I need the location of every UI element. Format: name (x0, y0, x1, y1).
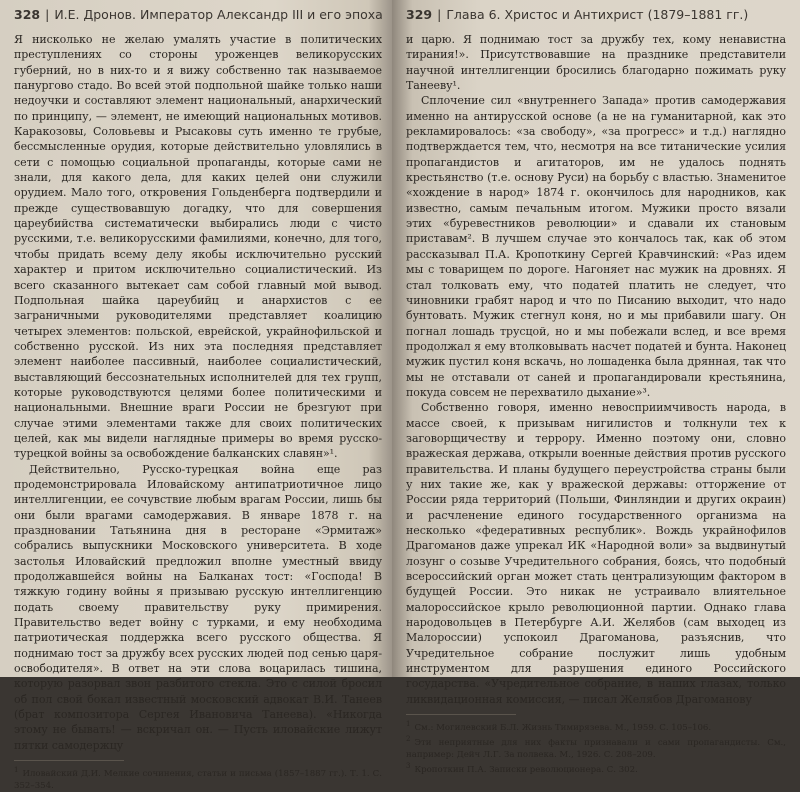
right-running-title: Глава 6. Христос и Антихрист (1879–1881 гг.) (446, 7, 749, 22)
right-footnote: $^2$ Эти неприятные для них факты признавали и сами пропагандисты. См., например: Дейч Л.Г. За полвека. М., 1926. С. 208–209. (406, 735, 786, 760)
left-footnote-rule (14, 760, 124, 761)
right-page-number: 329 (406, 7, 433, 22)
left-running-title: И.Е. Дронов. Император Александр III и его эпоха (54, 7, 383, 22)
right-paragraph: Собственно говоря, именно невосприимчивость народа, в массе своей, к призывам нигилистов и толкнули тех к заговорщичеству и террору. Именно поэтому они, словно вражеская держава, открыли военные действия против русского правительства. И планы будущего переустройства страны были у них такие же, как у вражеской державы: отторжение от России ряда территорий (Польши, Финляндии и других окраин) и расчленение единого государственного организма на несколько «федеративных республик». Вождь украйнофилов Драгоманов даже упрекал ИК «Народной воли» за выдвинутый лозунг о созыве Учредительного собрания, боясь, что подобный всероссийский орган может стать централизующим фактором в будущей России. Это никак не устраивало влиятельное малороссийское крыло революционной партии. Однако глава народовольцев в Петербурге А.И. Желябов (сам выходец из Малороссии) успокоил Драгоманова, разъяснив, что Учредительное собрание послужит лишь удобным инструментом для разрушения единого Российского государства. «Учредительное собрание, в наших глазах, только ликвидационная комиссия, — писал Желябов Драгоманову (406, 401, 786, 706)
right-footnote: $^3$ Кропоткин П.А. Записки революционера. С. 302. (406, 762, 638, 776)
left-page (0, 0, 392, 791)
right-running-head: 329 | Глава 6. Христос и Антихрист (1879–1881 гг.) (406, 7, 749, 22)
left-body-text (14, 32, 382, 753)
right-paragraph: и царю. Я поднимаю тост за дружбу тех, кому ненавистна тирания!». Присутствовавшие на празднике представители научной интеллигенции бросились благодарно пожимать руку Танееву¹. (406, 33, 786, 93)
left-paragraph: Я нисколько не желаю умалять участие в политических преступлениях со стороны уроженцев великорусских губерний, но в них-то и я вижу собственно так называемое панургово стадо. Во всей этой подпольной шайке только наши недоучки и составляют элемент национальный, анархический по принципу, — элемент, не имеющий национальных мотивов. Каракозовы, Соловьевы и Рысаковы суть именно те грубые, бессмысленные орудия, которые действительно уловлялись в сети с помощью социальной пропаганды, которые сами не знали, для какого дела, для каких целей они служили орудием. Мало того, откровения Гольденберга подтвердили и прежде существовавшую догадку, что для совершения цареубийства систематически выбирались люди с чисто русскими, т.е. великорусскими фамилиями, конечно, для того, чтобы придать всему делу якобы исключительно русский характер и притом исключительно социалистический. Из всего сказанного вытекает сам собой главный мой вывод. Подпольная шайка цареубийц и анархистов с ее заграничными руководителями представляет коалицию четырех элементов: польской, еврейской, украйнофильской и собственно русской. Из них эта последняя представляет элемент наиболее пассивный, наиболее социалистический, выставляющий бессознательных исполнителей для тех групп, которые руководствуются целями более политическими и национальными. Внешние враги России не брезгуют при случае этими элементами также для своих политических целей, как мы видели наглядные примеры во время русско-турецкой войны за освобождение балканских славян»¹. (14, 33, 382, 461)
left-paragraph: Действительно, Русско-турецкая война еще раз продемонстрировала Иловайскому антипатриотичное лицо интеллигенции, ее сочувствие любым врагам России, лишь бы они были врагами самодержавия. В январе 1878 г. на праздновании Татьянина дня в ресторане «Эрмитаж» собрались выпускники Московского университета. В ходе застолья Иловайский предложил вполне уместный ввиду продолжавшейся войны на Балканах тост: «Господа! В тяжкую годину войны я призываю русскую интеллигенцию подать своему правительству руку примирения. Правительство ведет войну с турками, и ему необходима патриотическая поддержка всего русского общества. Я поднимаю тост за дружбу всех русских людей под сенью царя-освободителя». В ответ на эти слова воцарилась тишина, которую разорвал звон разбитого стекла. Это с силой бросил об пол свой бокал известный московский адвокат В.И. Танеев (брат композитора Сергея Ивановича Танеева). «Никогда этому не бывать! — вскричал он. — Пусть иловайские лижут пятки самодержцу (14, 462, 382, 752)
right-footnote: $^1$ См.: Могилевский Б.Л. Жизнь Тимирязева. М., 1959. С. 105–106. (406, 720, 712, 733)
right-paragraph: Сплочение сил «внутреннего Запада» против самодержавия именно на антирусской основе (а не на гуманитарной, как это рекламировалось: «за свободу», «за прогресс» и т.д.) наглядно подтверждается тем, что, несмотря на все титанические усилия пропагандистов и агитаторов, им не удалось поднять крестьянство (т.е. основу Руси) на борьбу с властью. Знаменитое «хождение в народ» 1874 г. окончилось для народников, как известно, самым печальным итогом. Мужики просто вязали этих «буревестников революции» и сдавали их становым приставам². В лучшем случае это кончалось так, как об этом рассказывал П.А. Кропоткину Сергей Кравчинский: «Раз идем мы с товарищем по дороге. Нагоняет нас мужик на дровнях. Я стал толковать ему, что податей платить не следует, что чиновники грабят народ и что по Писанию выходит, что надо бунтовать. Мужик стегнул коня, но и мы прибавили шагу. Он погнал лошадь трусцой, но и мы побежали вслед, и все время продолжал я ему втолковывать насчет податей и бунта. Наконец мужик пустил коня вскачь, но лошаденка была дрянная, так что мы не отставали от саней и пропагандировали крестьянина, покуда совсем не перехватило дыхание»³. (406, 94, 786, 399)
left-footnote: $^1$ Иловайский Д.И. Мелкие сочинения, статьи и письма (1857–1887 гг.). Т. 1. С. 352–354. (14, 766, 382, 791)
right-body-text (406, 32, 786, 707)
right-page (392, 0, 800, 776)
left-running-head: 328 | И.Е. Дронов. Император Александр III и его эпоха (14, 7, 383, 22)
left-page-number: 328 (14, 7, 41, 22)
right-footnote-rule (406, 714, 516, 715)
